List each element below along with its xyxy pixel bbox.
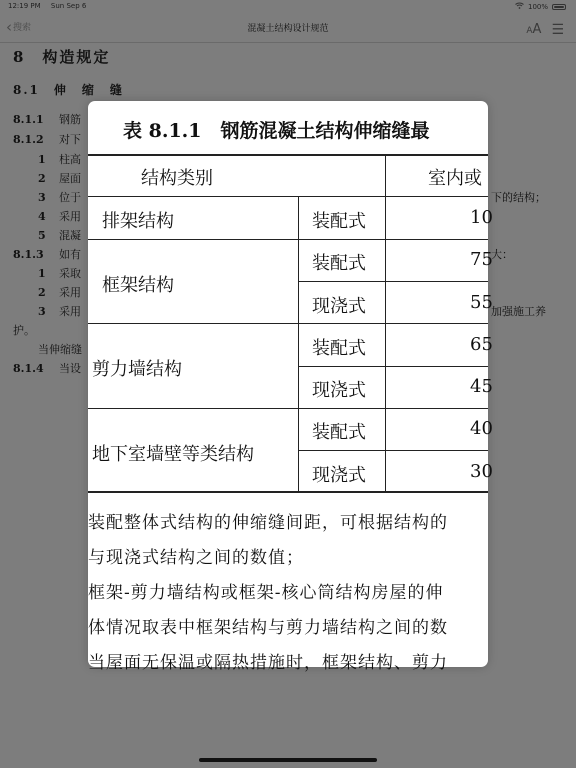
table-image-popup[interactable] xyxy=(88,101,493,673)
list-icon[interactable]: ☰ xyxy=(551,22,564,38)
doc-line xyxy=(13,111,81,127)
row-type: 排架结构 xyxy=(102,211,174,232)
table-rule xyxy=(298,196,299,492)
doc-text-fragment: 加强施工养 xyxy=(491,305,546,318)
back-label: 搜索 xyxy=(13,23,32,33)
table-rule xyxy=(385,154,386,492)
chapter-heading: 8 构造规定 xyxy=(13,48,111,66)
item-number: 2 xyxy=(38,172,46,185)
row-method: 现浇式 xyxy=(312,380,366,401)
note-line: 体情况取表中框架结构与剪力墙结构之间的数 xyxy=(88,618,448,638)
header-indoor: 室内或 xyxy=(428,168,482,189)
page-title: 混凝土结构设计规范 xyxy=(247,24,329,34)
nav-bar xyxy=(0,12,576,43)
table-rule xyxy=(88,239,488,240)
doc-line xyxy=(38,151,81,167)
doc-line xyxy=(38,208,81,224)
table-rule xyxy=(88,196,488,197)
table-rule xyxy=(298,450,488,451)
table-title: 表 8.1.1 钢筋混凝土结构伸缩缝最 xyxy=(123,120,430,142)
doc-line xyxy=(13,246,81,262)
row-value: 55 xyxy=(470,292,493,313)
note-line: 与现浇式结构之间的数值； xyxy=(88,548,304,568)
clause-number: 8.1.1 xyxy=(13,113,44,126)
doc-line xyxy=(38,189,81,205)
clause-number: 8.1.4 xyxy=(13,362,44,375)
status-time: 12:19 PM xyxy=(8,2,41,10)
doc-line xyxy=(38,284,81,300)
note-line: 装配整体式结构的伸缩缝间距，可根据结构的 xyxy=(88,513,448,533)
row-value: 40 xyxy=(470,418,493,439)
doc-text-fragment: 护。 xyxy=(13,324,35,337)
doc-line xyxy=(38,303,81,319)
row-method: 现浇式 xyxy=(312,296,366,317)
row-type: 框架结构 xyxy=(102,275,174,296)
item-number: 1 xyxy=(38,267,46,280)
item-text: 采取 xyxy=(59,267,81,280)
row-value: 75 xyxy=(470,249,493,270)
expansion-joint-table xyxy=(88,154,493,492)
clause-number: 8.1.2 xyxy=(13,133,44,146)
clause-text: 钢筋 xyxy=(59,113,81,126)
battery-icon xyxy=(552,4,566,10)
item-text: 柱高 xyxy=(59,153,81,166)
doc-text-fragment: 大： xyxy=(491,248,513,261)
item-number: 1 xyxy=(38,153,46,166)
doc-line xyxy=(13,360,81,376)
clause-number: 8.1.3 xyxy=(13,248,44,261)
doc-text-fragment: 当伸缩缝 xyxy=(38,343,82,356)
font-large-glyph: A xyxy=(532,22,542,37)
item-text: 位于 xyxy=(59,191,81,204)
doc-line xyxy=(13,131,81,147)
row-value: 10 xyxy=(470,207,493,228)
item-number: 3 xyxy=(38,305,46,318)
row-value: 65 xyxy=(470,334,493,355)
item-text: 采用 xyxy=(59,286,81,299)
row-type: 地下室墙壁等类结构 xyxy=(92,444,254,465)
item-text: 采用 xyxy=(59,305,81,318)
note-line: 框架-剪力墙结构或框架-核心筒结构房屋的伸 xyxy=(88,583,444,603)
wifi-icon xyxy=(515,2,524,11)
clause-text: 对下 xyxy=(59,133,81,146)
row-method: 装配式 xyxy=(312,253,366,274)
status-bar xyxy=(0,0,576,12)
row-method: 装配式 xyxy=(312,211,366,232)
item-text: 采用 xyxy=(59,210,81,223)
table-rule xyxy=(88,323,488,324)
row-method: 装配式 xyxy=(312,422,366,443)
clause-text: 当设 xyxy=(59,362,81,375)
row-method: 装配式 xyxy=(312,338,366,359)
item-text: 屋面 xyxy=(59,172,81,185)
note-line: 当屋面无保温或隔热措施时，框架结构、剪力 xyxy=(88,653,448,673)
table-rule xyxy=(298,366,488,367)
item-number: 3 xyxy=(38,191,46,204)
clause-text: 如有 xyxy=(59,248,81,261)
table-border xyxy=(88,154,488,156)
font-small-glyph: A xyxy=(526,26,533,36)
row-method: 现浇式 xyxy=(312,465,366,486)
battery-percent: 100% xyxy=(527,2,548,11)
doc-line xyxy=(38,227,81,243)
section-heading: 8.1 伸 缩 缝 xyxy=(13,83,124,97)
row-type: 剪力墙结构 xyxy=(92,359,182,380)
item-number: 2 xyxy=(38,286,46,299)
header-structure-type: 结构类别 xyxy=(141,168,213,189)
item-number: 5 xyxy=(38,229,46,242)
home-indicator[interactable] xyxy=(199,758,377,762)
doc-text-fragment: 下的结构； xyxy=(491,191,546,204)
item-text: 混凝 xyxy=(59,229,81,242)
status-date: Sun Sep 6 xyxy=(50,2,87,10)
table-rule xyxy=(298,281,488,282)
doc-line xyxy=(38,170,81,186)
chevron-left-icon: ‹ xyxy=(6,17,12,36)
item-number: 4 xyxy=(38,210,46,223)
doc-line xyxy=(38,265,81,281)
font-size-button[interactable] xyxy=(526,18,541,37)
table-border xyxy=(88,491,488,493)
table-rule xyxy=(88,408,488,409)
row-value: 45 xyxy=(470,376,493,397)
row-value: 30 xyxy=(470,461,493,482)
